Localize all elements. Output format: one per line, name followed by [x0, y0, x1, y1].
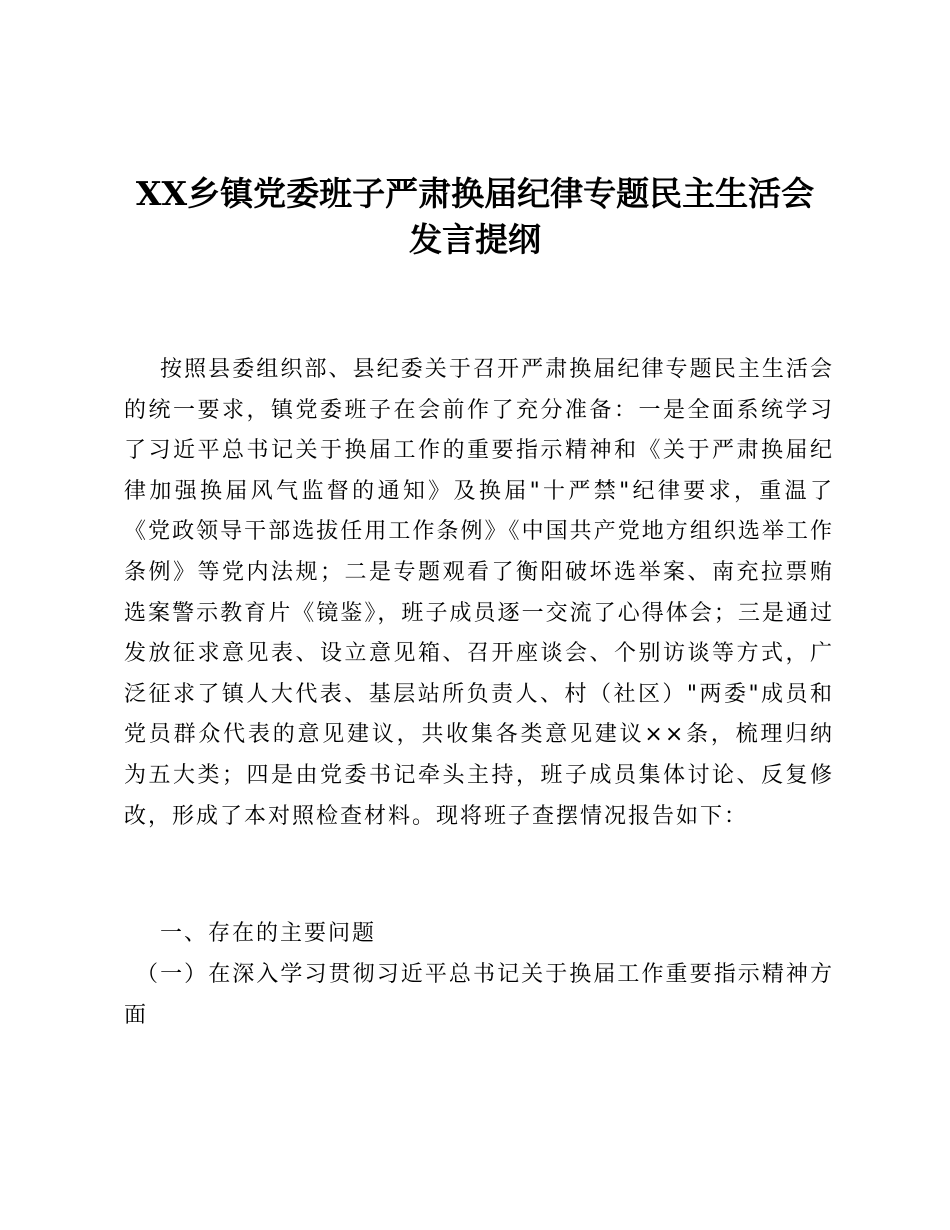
section-heading-main-problems: 一、存在的主要问题: [160, 921, 377, 946]
subsection-heading-study: （一）在深入学习贯彻习近平总书记关于换届工作重要指示精神方面: [124, 962, 834, 1028]
intro-paragraph: 按照县委组织部、县纪委关于召开严肃换届纪律专题民主生活会的统一要求，镇党委班子在会前作了充分准备：一是全面系统学习了习近平总书记关于换届工作的重要指示精神和《关于严肃换届纪律加强换届风气监督的通知》及换届"十严禁"纪律要求，重温了《党政领导干部选拔任用工作条例》《中国共产党地方组织选举工作条例》等党内法规；二是专题观看了衡阳破坏选举案、南充拉票贿选案警示教育片《镜鉴》，班子成员逐一交流了心得体会；三是通过发放征求意见表、设立意见箱、召开座谈会、个别访谈等方式，广泛征求了镇人大代表、基层站所负责人、村（社区）"两委"成员和党员群众代表的意见建议，共收集各类意见建议××条，梳理归纳为五大类；四是由党委书记牵头主持，班子成员集体讨论、反复修改，形成了本对照检查材料。现将班子查摆情况报告如下：: [124, 357, 834, 829]
document-title-line-1: XX乡镇党委班子严肃换届纪律专题民主生活会: [135, 174, 815, 213]
document-title-line-2: 发言提纲: [409, 220, 541, 259]
